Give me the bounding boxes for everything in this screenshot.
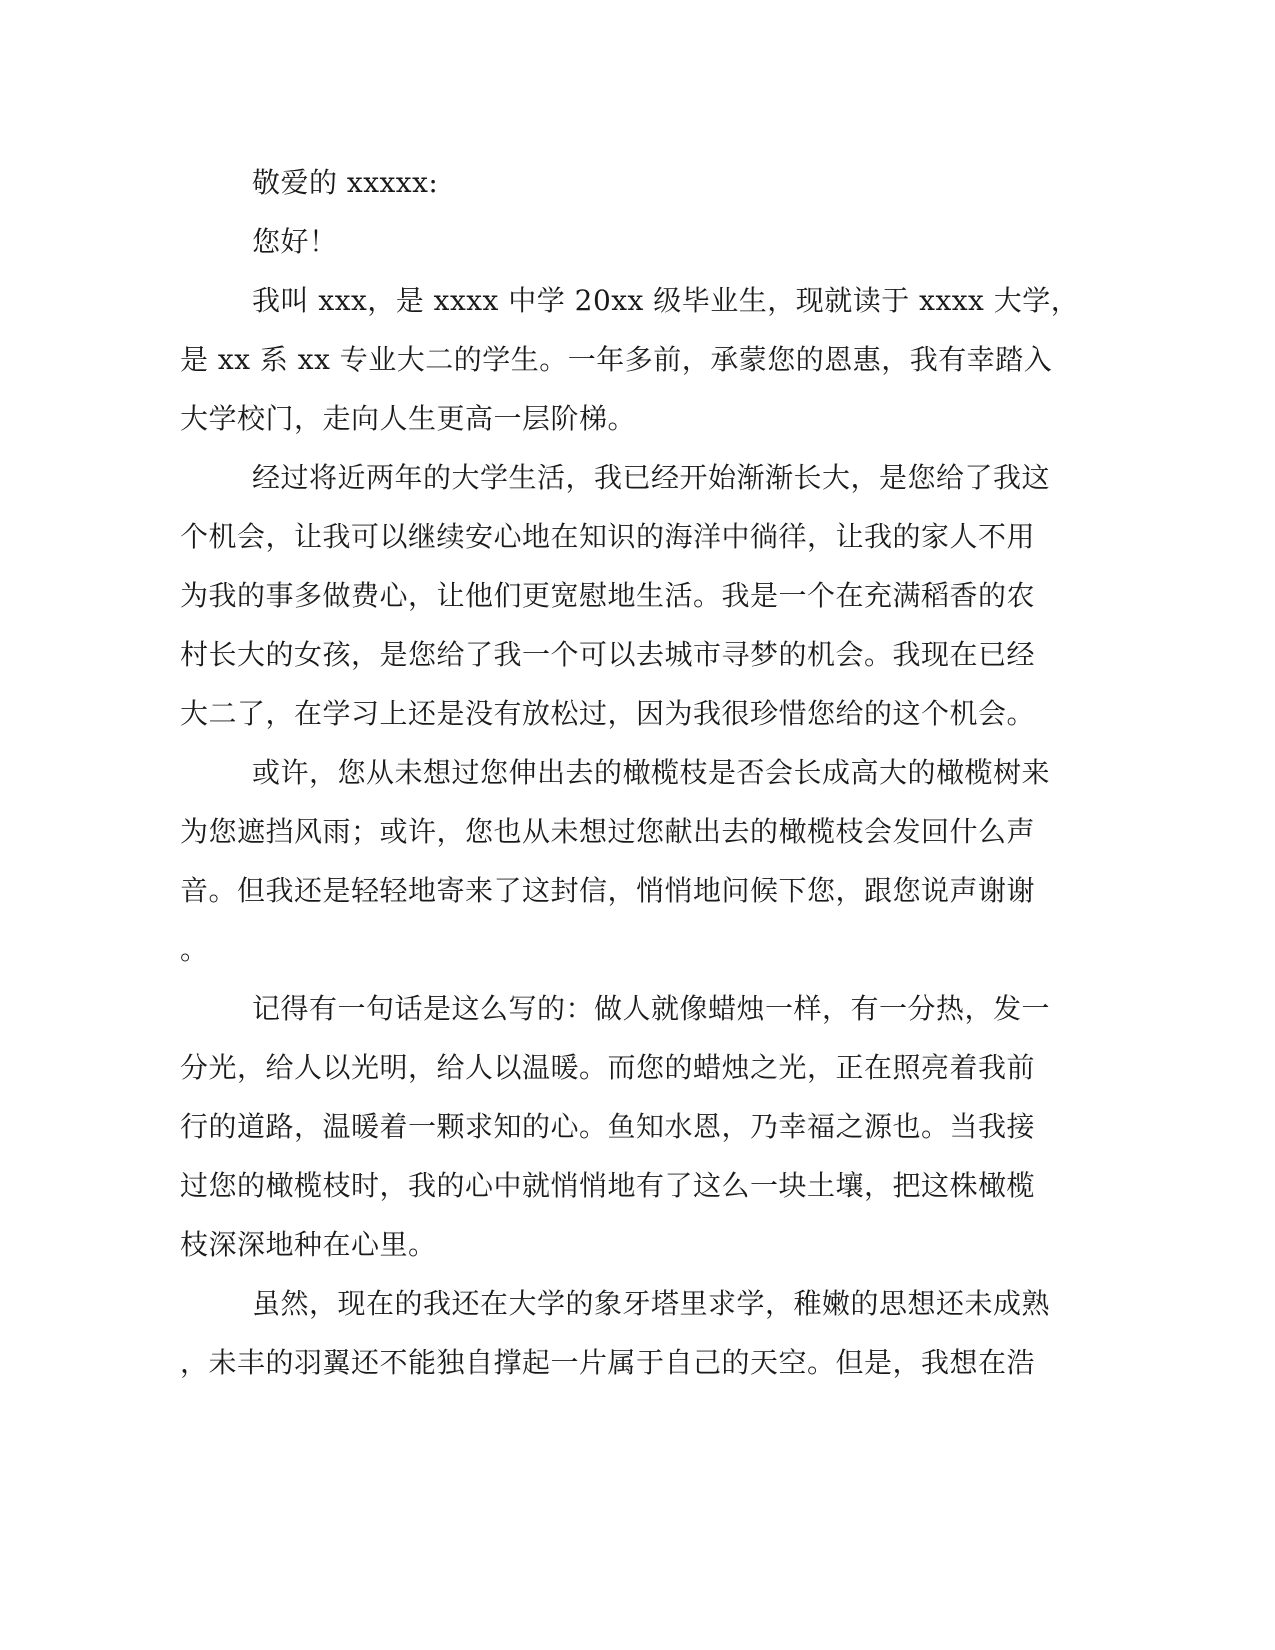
paragraph-4-line-1: 记得有一句话是这么写的：做人就像蜡烛一样，有一分热，发一 (252, 992, 1051, 1025)
paragraph-4-line-5: 枝深深地种在心里。 (180, 1228, 437, 1261)
paragraph-2-line-5: 大二了，在学习上还是没有放松过，因为我很珍惜您给的这个机会。 (180, 697, 1036, 730)
paragraph-3-line-3: 音。但我还是轻轻地寄来了这封信，悄悄地问候下您，跟您说声谢谢 (180, 874, 1036, 907)
paragraph-3-line-2: 为您遮挡风雨；或许，您也从未想过您献出去的橄榄枝会发回什么声 (180, 815, 1036, 848)
paragraph-5-line-2: ，未丰的羽翼还不能独自撑起一片属于自己的天空。但是，我想在浩 (180, 1346, 1036, 1379)
paragraph-2-line-3: 为我的事多做费心，让他们更宽慰地生活。我是一个在充满稻香的农 (180, 579, 1036, 612)
paragraph-4-line-3: 行的道路，温暖着一颗求知的心。鱼知水恩，乃幸福之源也。当我接 (180, 1110, 1036, 1143)
paragraph-2-line-1: 经过将近两年的大学生活，我已经开始渐渐长大，是您给了我这 (252, 461, 1051, 494)
salutation: 敬爱的 xxxxx: (252, 166, 439, 199)
paragraph-1-line-2: 是 xx 系 xx 专业大二的学生。一年多前，承蒙您的恩惠，我有幸踏入 (180, 343, 1053, 376)
paragraph-2-line-4: 村长大的女孩，是您给了我一个可以去城市寻梦的机会。我现在已经 (180, 638, 1036, 671)
paragraph-3-line-1: 或许，您从未想过您伸出去的橄榄枝是否会长成高大的橄榄树来 (252, 756, 1051, 789)
paragraph-4-line-2: 分光，给人以光明，给人以温暖。而您的蜡烛之光，正在照亮着我前 (180, 1051, 1036, 1084)
greeting: 您好！ (252, 225, 338, 258)
paragraph-3-line-4: 。 (180, 933, 209, 966)
paragraph-1-line-3: 大学校门，走向人生更高一层阶梯。 (180, 402, 637, 435)
paragraph-2-line-2: 个机会，让我可以继续安心地在知识的海洋中徜徉，让我的家人不用 (180, 520, 1036, 553)
paragraph-5-line-1: 虽然，现在的我还在大学的象牙塔里求学，稚嫩的思想还未成熟 (252, 1287, 1051, 1320)
paragraph-1-line-1: 我叫 xxx，是 xxxx 中学 20xx 级毕业生，现就读于 xxxx 大学， (252, 284, 1080, 317)
paragraph-4-line-4: 过您的橄榄枝时，我的心中就悄悄地有了这么一块土壤，把这株橄榄 (180, 1169, 1036, 1202)
